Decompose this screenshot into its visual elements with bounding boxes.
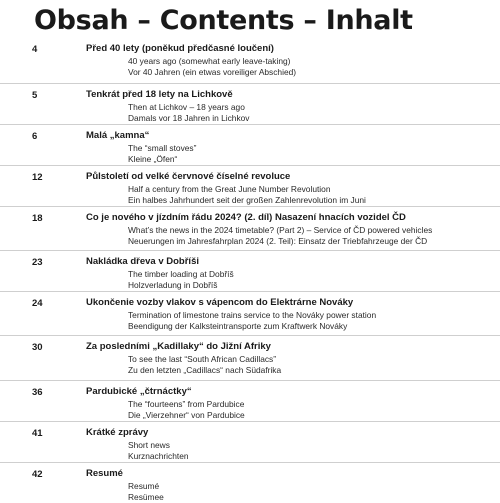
toc-page-number: 23 bbox=[32, 257, 43, 268]
toc-entry-german: Ein halbes Jahrhundert seit der großen Zahlenrevolution im Juni bbox=[128, 195, 366, 205]
toc-entry-heading[interactable]: Půlstoletí od velké červnové číselné revoluce bbox=[86, 171, 291, 182]
toc-entry[interactable] bbox=[0, 381, 500, 422]
toc-entry-german: Holzverladung in Dobříš bbox=[128, 280, 218, 290]
toc-entry-english: 40 years ago (somewhat early leave-taking) bbox=[128, 56, 291, 66]
toc-page-number: 24 bbox=[32, 298, 43, 309]
toc-page-number: 5 bbox=[32, 90, 38, 101]
toc-entry-english: Half a century from the Great June Number Revolution bbox=[128, 184, 331, 194]
toc-page-number: 4 bbox=[32, 44, 38, 55]
toc-page-number: 18 bbox=[32, 213, 43, 224]
table-of-contents bbox=[0, 38, 500, 503]
toc-entry-english: Then at Lichkov – 18 years ago bbox=[128, 102, 245, 112]
toc-entry-english: Termination of limestone trains service to the Nováky power station bbox=[128, 310, 377, 320]
toc-entry-heading[interactable]: Pardubické „čtrnáctky“ bbox=[86, 386, 192, 397]
toc-entry-heading[interactable]: Před 40 lety (poněkud předčasné loučení) bbox=[86, 43, 274, 54]
toc-entry-english: Short news bbox=[128, 440, 170, 450]
toc-entry-german: Kleine „Öfen“ bbox=[128, 154, 178, 164]
toc-entry-german: Resümee bbox=[128, 492, 164, 502]
toc-entry[interactable] bbox=[0, 207, 500, 251]
toc-entry-german: Damals vor 18 Jahren in Lichkov bbox=[128, 113, 250, 123]
toc-entry-english: The timber loading at Dobříš bbox=[128, 269, 234, 279]
toc-entry[interactable] bbox=[0, 463, 500, 503]
toc-entry-german: Zu den letzten „Cadillacs“ nach Südafrika bbox=[128, 365, 282, 375]
toc-entry-heading[interactable]: Za posledními „Kadillaky“ do Jižní Afriky bbox=[86, 341, 271, 352]
toc-entry[interactable] bbox=[0, 422, 500, 463]
toc-page-number: 6 bbox=[32, 131, 38, 142]
toc-entry-heading[interactable]: Krátké zprávy bbox=[86, 427, 149, 438]
toc-entry[interactable] bbox=[0, 166, 500, 207]
toc-page-number: 42 bbox=[32, 469, 43, 480]
toc-entry-german: Neuerungen im Jahresfahrplan 2024 (2. Teil): Einsatz der Triebfahrzeuge der ČD bbox=[128, 236, 428, 246]
toc-entry-english: The “fourteens” from Pardubice bbox=[128, 399, 245, 409]
toc-entry-english: The “small stoves” bbox=[128, 143, 197, 153]
toc-entry-german: Beendigung der Kalksteintransporte zum Kraftwerk Nováky bbox=[128, 321, 348, 331]
toc-page-number: 41 bbox=[32, 428, 43, 439]
toc-entry-heading[interactable]: Tenkrát před 18 lety na Lichkově bbox=[86, 89, 233, 100]
toc-entry[interactable] bbox=[0, 84, 500, 125]
toc-entry-heading[interactable]: Ukončenie vozby vlakov s vápencom do Elektrárne Nováky bbox=[86, 297, 354, 308]
toc-entry-heading[interactable]: Malá „kamna“ bbox=[86, 130, 150, 141]
toc-entry-german: Die „Vierzehner“ von Pardubice bbox=[128, 410, 245, 420]
toc-entry[interactable] bbox=[0, 251, 500, 292]
toc-entry[interactable] bbox=[0, 292, 500, 336]
toc-entry-english: Resumé bbox=[128, 481, 160, 491]
toc-page-number: 12 bbox=[32, 172, 43, 183]
toc-page-number: 36 bbox=[32, 387, 43, 398]
toc-entry-german: Vor 40 Jahren (ein etwas voreiliger Abschied) bbox=[128, 67, 297, 77]
toc-entry[interactable] bbox=[0, 336, 500, 381]
toc-entry-german: Kurznachrichten bbox=[128, 451, 189, 461]
toc-entry-heading[interactable]: Resumé bbox=[86, 468, 123, 479]
toc-entry-english: To see the last “South African Cadillacs” bbox=[128, 354, 277, 364]
toc-entry-heading[interactable]: Nakládka dřeva v Dobříši bbox=[86, 256, 199, 267]
toc-entry-english: What’s the news in the 2024 timetable? (Part 2) – Service of ČD powered vehicles bbox=[128, 225, 433, 235]
toc-page-number: 30 bbox=[32, 342, 43, 353]
toc-entry-heading[interactable]: Co je nového v jízdním řádu 2024? (2. díl) Nasazení hnacích vozidel ČD bbox=[86, 212, 406, 223]
toc-entry[interactable] bbox=[0, 38, 500, 84]
page-title: Obsah – Contents – Inhalt bbox=[34, 5, 413, 36]
toc-entry[interactable] bbox=[0, 125, 500, 166]
